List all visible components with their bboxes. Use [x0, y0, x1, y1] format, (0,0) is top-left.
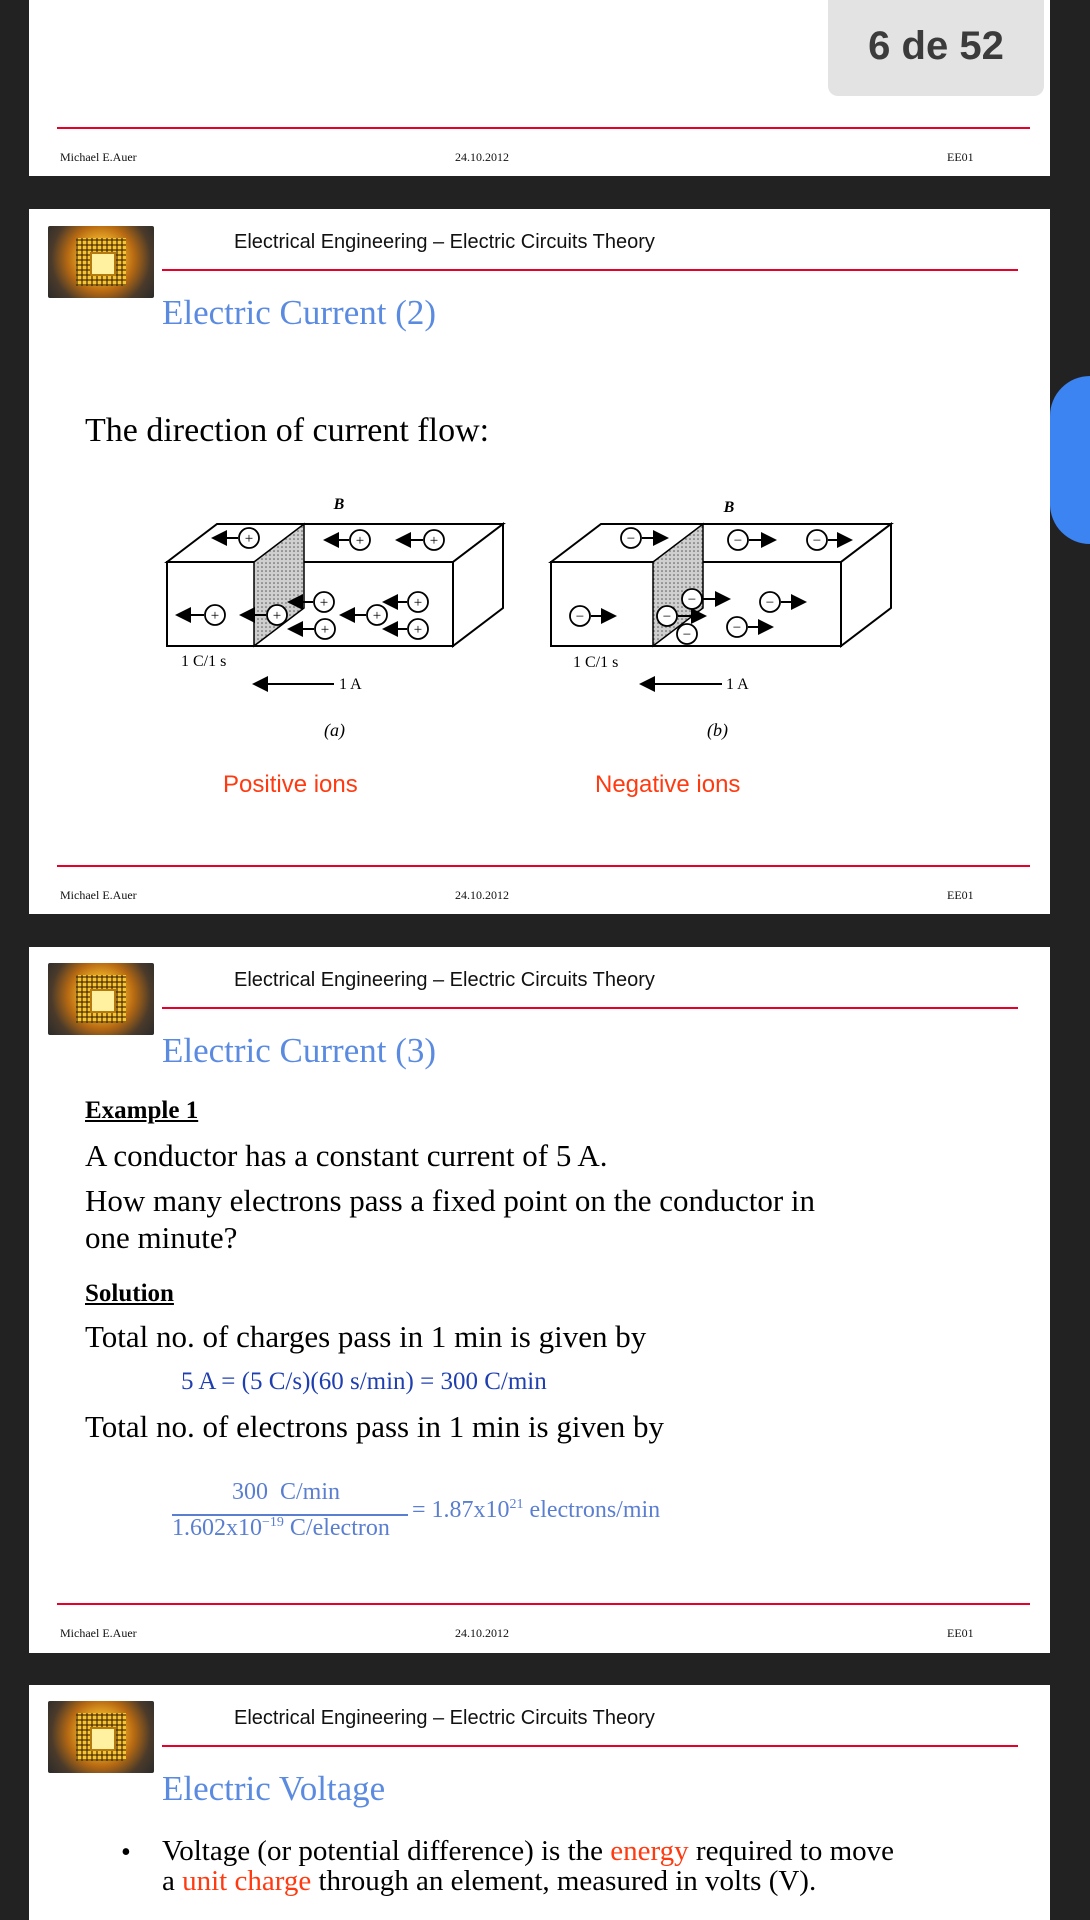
chip-logo — [48, 963, 154, 1035]
svg-text:−: − — [733, 533, 743, 549]
result-unit: electrons/min — [523, 1497, 661, 1523]
chip-logo — [48, 1701, 154, 1773]
solution-line-1: Total no. of charges pass in 1 min is given by — [85, 1319, 647, 1354]
footer-code: EE01 — [947, 150, 974, 164]
equation-charges: 5 A = (5 C/s)(60 s/min) = 300 C/min — [181, 1368, 547, 1395]
slide-electric-current-3 — [29, 947, 1050, 1653]
den-base: 1.602x10 — [172, 1515, 262, 1541]
diagram-b-rate: 1 C/1 s — [573, 654, 619, 671]
example-line-2: How many electrons pass a fixed point on the conductor in — [85, 1183, 816, 1218]
footer-author: Michael E.Auer — [60, 150, 137, 164]
bullet-energy: energy — [610, 1835, 689, 1867]
example-line-1: A conductor has a constant current of 5 A. — [85, 1138, 608, 1173]
fraction-numerator: 300 C/min — [232, 1479, 341, 1505]
slide-title: Electric Current (2) — [162, 293, 437, 332]
diagram-a-top-label: B — [333, 496, 345, 513]
chip-logo — [48, 226, 154, 298]
bullet-text-b: required to move — [688, 1835, 895, 1867]
svg-text:−: − — [682, 627, 692, 643]
svg-text:+: + — [413, 622, 423, 638]
diagram-a-rate: 1 C/1 s — [181, 653, 227, 670]
solution-line-2: Total no. of electrons pass in 1 min is given by — [85, 1409, 664, 1444]
svg-text:−: − — [626, 531, 636, 547]
svg-text:+: + — [210, 608, 220, 624]
bullet-text-a: Voltage (or potential difference) is the — [162, 1835, 611, 1867]
page-indicator-text: 6 de 52 — [868, 24, 1004, 68]
equation-result — [412, 1497, 660, 1524]
diagram-b-top-label: B — [723, 499, 735, 516]
svg-text:+: + — [355, 533, 365, 549]
diagram-b — [551, 499, 891, 741]
section-heading: The direction of current flow: — [85, 412, 490, 449]
header-divider — [162, 269, 1018, 271]
den-exp: −19 — [262, 1515, 284, 1530]
result-prefix: = 1.87x10 — [412, 1497, 510, 1523]
diagram-b-current: 1 A — [726, 676, 749, 693]
svg-text:+: + — [272, 608, 282, 624]
svg-text:+: + — [244, 531, 254, 547]
bullet-dot: • — [121, 1837, 131, 1868]
equation-electrons — [172, 1479, 772, 1551]
bullet-text-c: a — [162, 1865, 183, 1897]
svg-text:−: − — [765, 595, 775, 611]
footer-date: 24.10.2012 — [455, 888, 509, 902]
svg-text:+: + — [413, 595, 423, 611]
svg-text:+: + — [429, 533, 439, 549]
course-title: Electrical Engineering – Electric Circuits Theory — [234, 231, 655, 253]
svg-text:+: + — [372, 608, 382, 624]
svg-text:−: − — [732, 620, 742, 636]
course-title: Electrical Engineering – Electric Circuits Theory — [234, 1707, 655, 1729]
svg-text:+: + — [319, 595, 329, 611]
diagram-b-caption: (b) — [707, 720, 728, 740]
svg-text:−: − — [662, 609, 672, 625]
footer-author: Michael E.Auer — [60, 1626, 137, 1640]
footer-code: EE01 — [947, 1626, 974, 1640]
svg-text:−: − — [687, 592, 697, 608]
diagram-a — [167, 496, 503, 741]
bullet-line-1 — [162, 1835, 894, 1868]
fraction-denominator — [172, 1515, 390, 1542]
example-line-3: one minute? — [85, 1220, 238, 1255]
solution-heading: Solution — [85, 1280, 174, 1307]
bullet-text-d: through an element, measured in volts (V). — [311, 1865, 817, 1897]
label-negative-ions: Negative ions — [595, 771, 741, 798]
slide-electric-current-2 — [29, 209, 1050, 914]
svg-text:−: − — [575, 609, 585, 625]
bullet-line-2 — [162, 1865, 816, 1898]
slide-electric-voltage — [29, 1685, 1050, 1920]
example-heading: Example 1 — [85, 1097, 199, 1124]
footer-author: Michael E.Auer — [60, 888, 137, 902]
label-positive-ions: Positive ions — [223, 771, 358, 798]
page-indicator[interactable] — [828, 0, 1044, 96]
current-flow-diagram — [129, 474, 889, 740]
slide-title: Electric Current (3) — [162, 1031, 437, 1070]
side-scroll-tab[interactable] — [1050, 376, 1090, 544]
bullet-unit-charge: unit charge — [182, 1865, 312, 1897]
diagram-a-current: 1 A — [339, 676, 362, 693]
footer-divider — [57, 127, 1030, 129]
footer-divider — [57, 865, 1030, 867]
course-title: Electrical Engineering – Electric Circuits Theory — [234, 969, 655, 991]
footer-divider — [57, 1603, 1030, 1605]
slide-title: Electric Voltage — [162, 1769, 386, 1808]
header-divider — [162, 1745, 1018, 1747]
svg-text:−: − — [812, 533, 822, 549]
footer-code: EE01 — [947, 888, 974, 902]
diagram-a-caption: (a) — [324, 720, 345, 740]
den-unit: C/electron — [283, 1515, 390, 1541]
result-exp: 21 — [509, 1497, 524, 1512]
svg-text:+: + — [320, 622, 330, 638]
footer-date: 24.10.2012 — [455, 1626, 509, 1640]
footer-date: 24.10.2012 — [455, 150, 509, 164]
header-divider — [162, 1007, 1018, 1009]
